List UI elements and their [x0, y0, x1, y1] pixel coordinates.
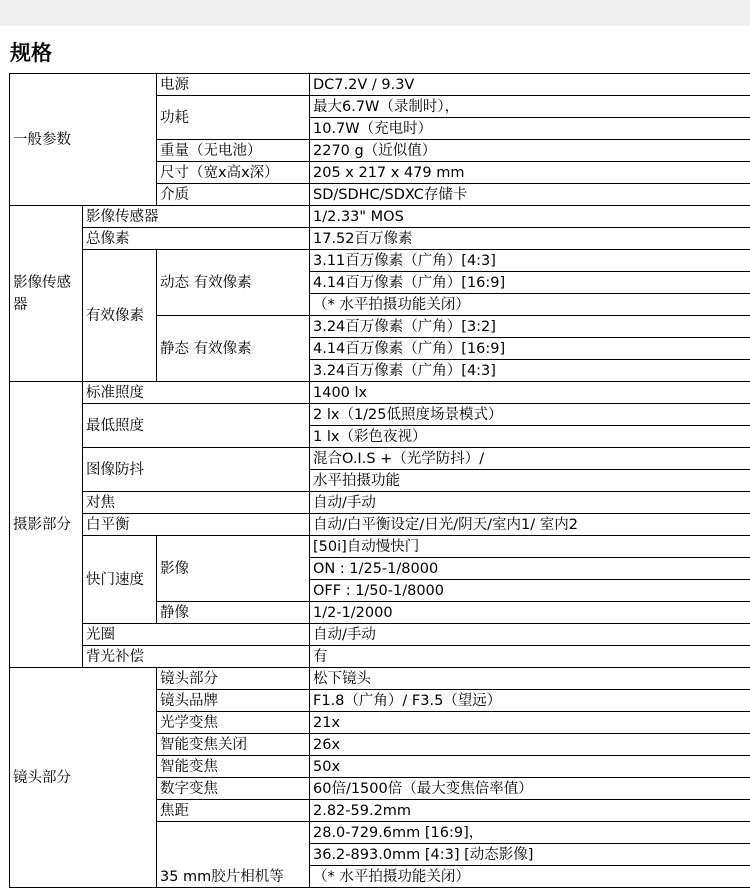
value-digital-zoom: 60倍/1500倍（最大变焦倍率值）: [310, 778, 750, 800]
label-std-illumination: 标准照度: [83, 382, 310, 404]
group-general: 一般参数: [10, 74, 157, 206]
label-focus: 对焦: [83, 492, 310, 514]
label-weight: 重量（无电池）: [157, 140, 310, 162]
label-optical-zoom: 光学变焦: [157, 712, 310, 734]
spec-table: [9, 73, 750, 888]
table-row: [10, 206, 750, 228]
label-still-effective: 静态 有效像素: [157, 316, 310, 382]
label-motion-effective: 动态 有效像素: [157, 250, 310, 316]
table-row: [10, 536, 750, 558]
value-backlight: 有: [310, 646, 750, 668]
label-focal-length: 焦距: [157, 800, 310, 822]
table-row: [10, 514, 750, 536]
label-min-illumination: 最低照度: [83, 404, 310, 448]
value-power: DC7.2V / 9.3V: [310, 74, 750, 96]
value-motion-3: （* 水平拍摄功能关闭）: [310, 294, 750, 316]
value-lens-brand: F1.8（广角）/ F3.5（望远）: [310, 690, 750, 712]
value-focal-length: 2.82-59.2mm: [310, 800, 750, 822]
label-lens-brand: 镜头品牌: [157, 690, 310, 712]
group-shooting: 摄影部分: [10, 382, 83, 668]
label-size: 尺寸（宽x高x深）: [157, 162, 310, 184]
top-bar: [0, 0, 750, 26]
label-shutter-still: 静像: [157, 602, 310, 624]
group-sensor: 影像传感器: [10, 206, 83, 382]
value-shutter-3: OFF : 1/50-1/8000: [310, 580, 750, 602]
value-stabilization-1: 混合O.I.S +（光学防抖）/: [310, 448, 750, 470]
value-consumption-2: 10.7W（充电时）: [310, 118, 750, 140]
table-row: [10, 228, 750, 250]
value-optical-zoom: 21x: [310, 712, 750, 734]
label-smart-zoom-off: 智能变焦关闭: [157, 734, 310, 756]
table-row: [10, 668, 750, 690]
value-film-3: （* 水平拍摄功能关闭）: [310, 866, 750, 888]
value-lens-part: 松下镜头: [310, 668, 750, 690]
label-effective-pixels: 有效像素: [83, 250, 157, 382]
value-std-illumination: 1400 lx: [310, 382, 750, 404]
label-power: 电源: [157, 74, 310, 96]
label-aperture: 光圈: [83, 624, 310, 646]
value-still-2: 4.14百万像素（广角）[16:9]: [310, 338, 750, 360]
table-row: [10, 624, 750, 646]
value-media: SD/SDHC/SDXC存储卡: [310, 184, 750, 206]
value-shutter-still: 1/2-1/2000: [310, 602, 750, 624]
label-media: 介质: [157, 184, 310, 206]
value-white-balance: 自动/白平衡设定/日光/阴天/室内1/ 室内2: [310, 514, 750, 536]
label-backlight: 背光补偿: [83, 646, 310, 668]
label-image-sensor: 影像传感器: [83, 206, 310, 228]
group-lens: 镜头部分: [10, 668, 157, 888]
label-digital-zoom: 数字变焦: [157, 778, 310, 800]
value-weight: 2270 g（近似值）: [310, 140, 750, 162]
value-focus: 自动/手动: [310, 492, 750, 514]
value-motion-2: 4.14百万像素（广角）[16:9]: [310, 272, 750, 294]
label-white-balance: 白平衡: [83, 514, 310, 536]
label-shutter-speed: 快门速度: [83, 536, 157, 624]
table-row: [10, 382, 750, 404]
table-row: [10, 250, 750, 272]
value-still-1: 3.24百万像素（广角）[3:2]: [310, 316, 750, 338]
value-smart-zoom: 50x: [310, 756, 750, 778]
label-film-equiv: 35 mm胶片相机等: [157, 822, 310, 888]
value-aperture: 自动/手动: [310, 624, 750, 646]
table-row: [10, 492, 750, 514]
label-smart-zoom: 智能变焦: [157, 756, 310, 778]
label-total-pixels: 总像素: [83, 228, 310, 250]
value-motion-1: 3.11百万像素（广角）[4:3]: [310, 250, 750, 272]
page-title: 规格: [10, 41, 52, 65]
value-film-2: 36.2-893.0mm [4:3] [动态影像]: [310, 844, 750, 866]
value-size: 205 x 217 x 479 mm: [310, 162, 750, 184]
table-row: [10, 646, 750, 668]
value-still-3: 3.24百万像素（广角）[4:3]: [310, 360, 750, 382]
value-stabilization-2: 水平拍摄功能: [310, 470, 750, 492]
table-row: [10, 74, 750, 96]
label-stabilization: 图像防抖: [83, 448, 310, 492]
label-shutter-motion: 影像: [157, 536, 310, 602]
value-image-sensor: 1/2.33" MOS: [310, 206, 750, 228]
label-consumption: 功耗: [157, 96, 310, 140]
value-min-illumination-2: 1 lx（彩色夜视）: [310, 426, 750, 448]
value-consumption-1: 最大6.7W（录制时），: [310, 96, 750, 118]
table-row: [10, 448, 750, 470]
value-shutter-2: ON : 1/25-1/8000: [310, 558, 750, 580]
value-total-pixels: 17.52百万像素: [310, 228, 750, 250]
value-min-illumination-1: 2 lx（1/25低照度场景模式）: [310, 404, 750, 426]
value-smart-zoom-off: 26x: [310, 734, 750, 756]
label-lens-part: 镜头部分: [157, 668, 310, 690]
table-row: [10, 404, 750, 426]
value-film-1: 28.0-729.6mm [16:9]，: [310, 822, 750, 844]
value-shutter-1: [50i]自动慢快门: [310, 536, 750, 558]
